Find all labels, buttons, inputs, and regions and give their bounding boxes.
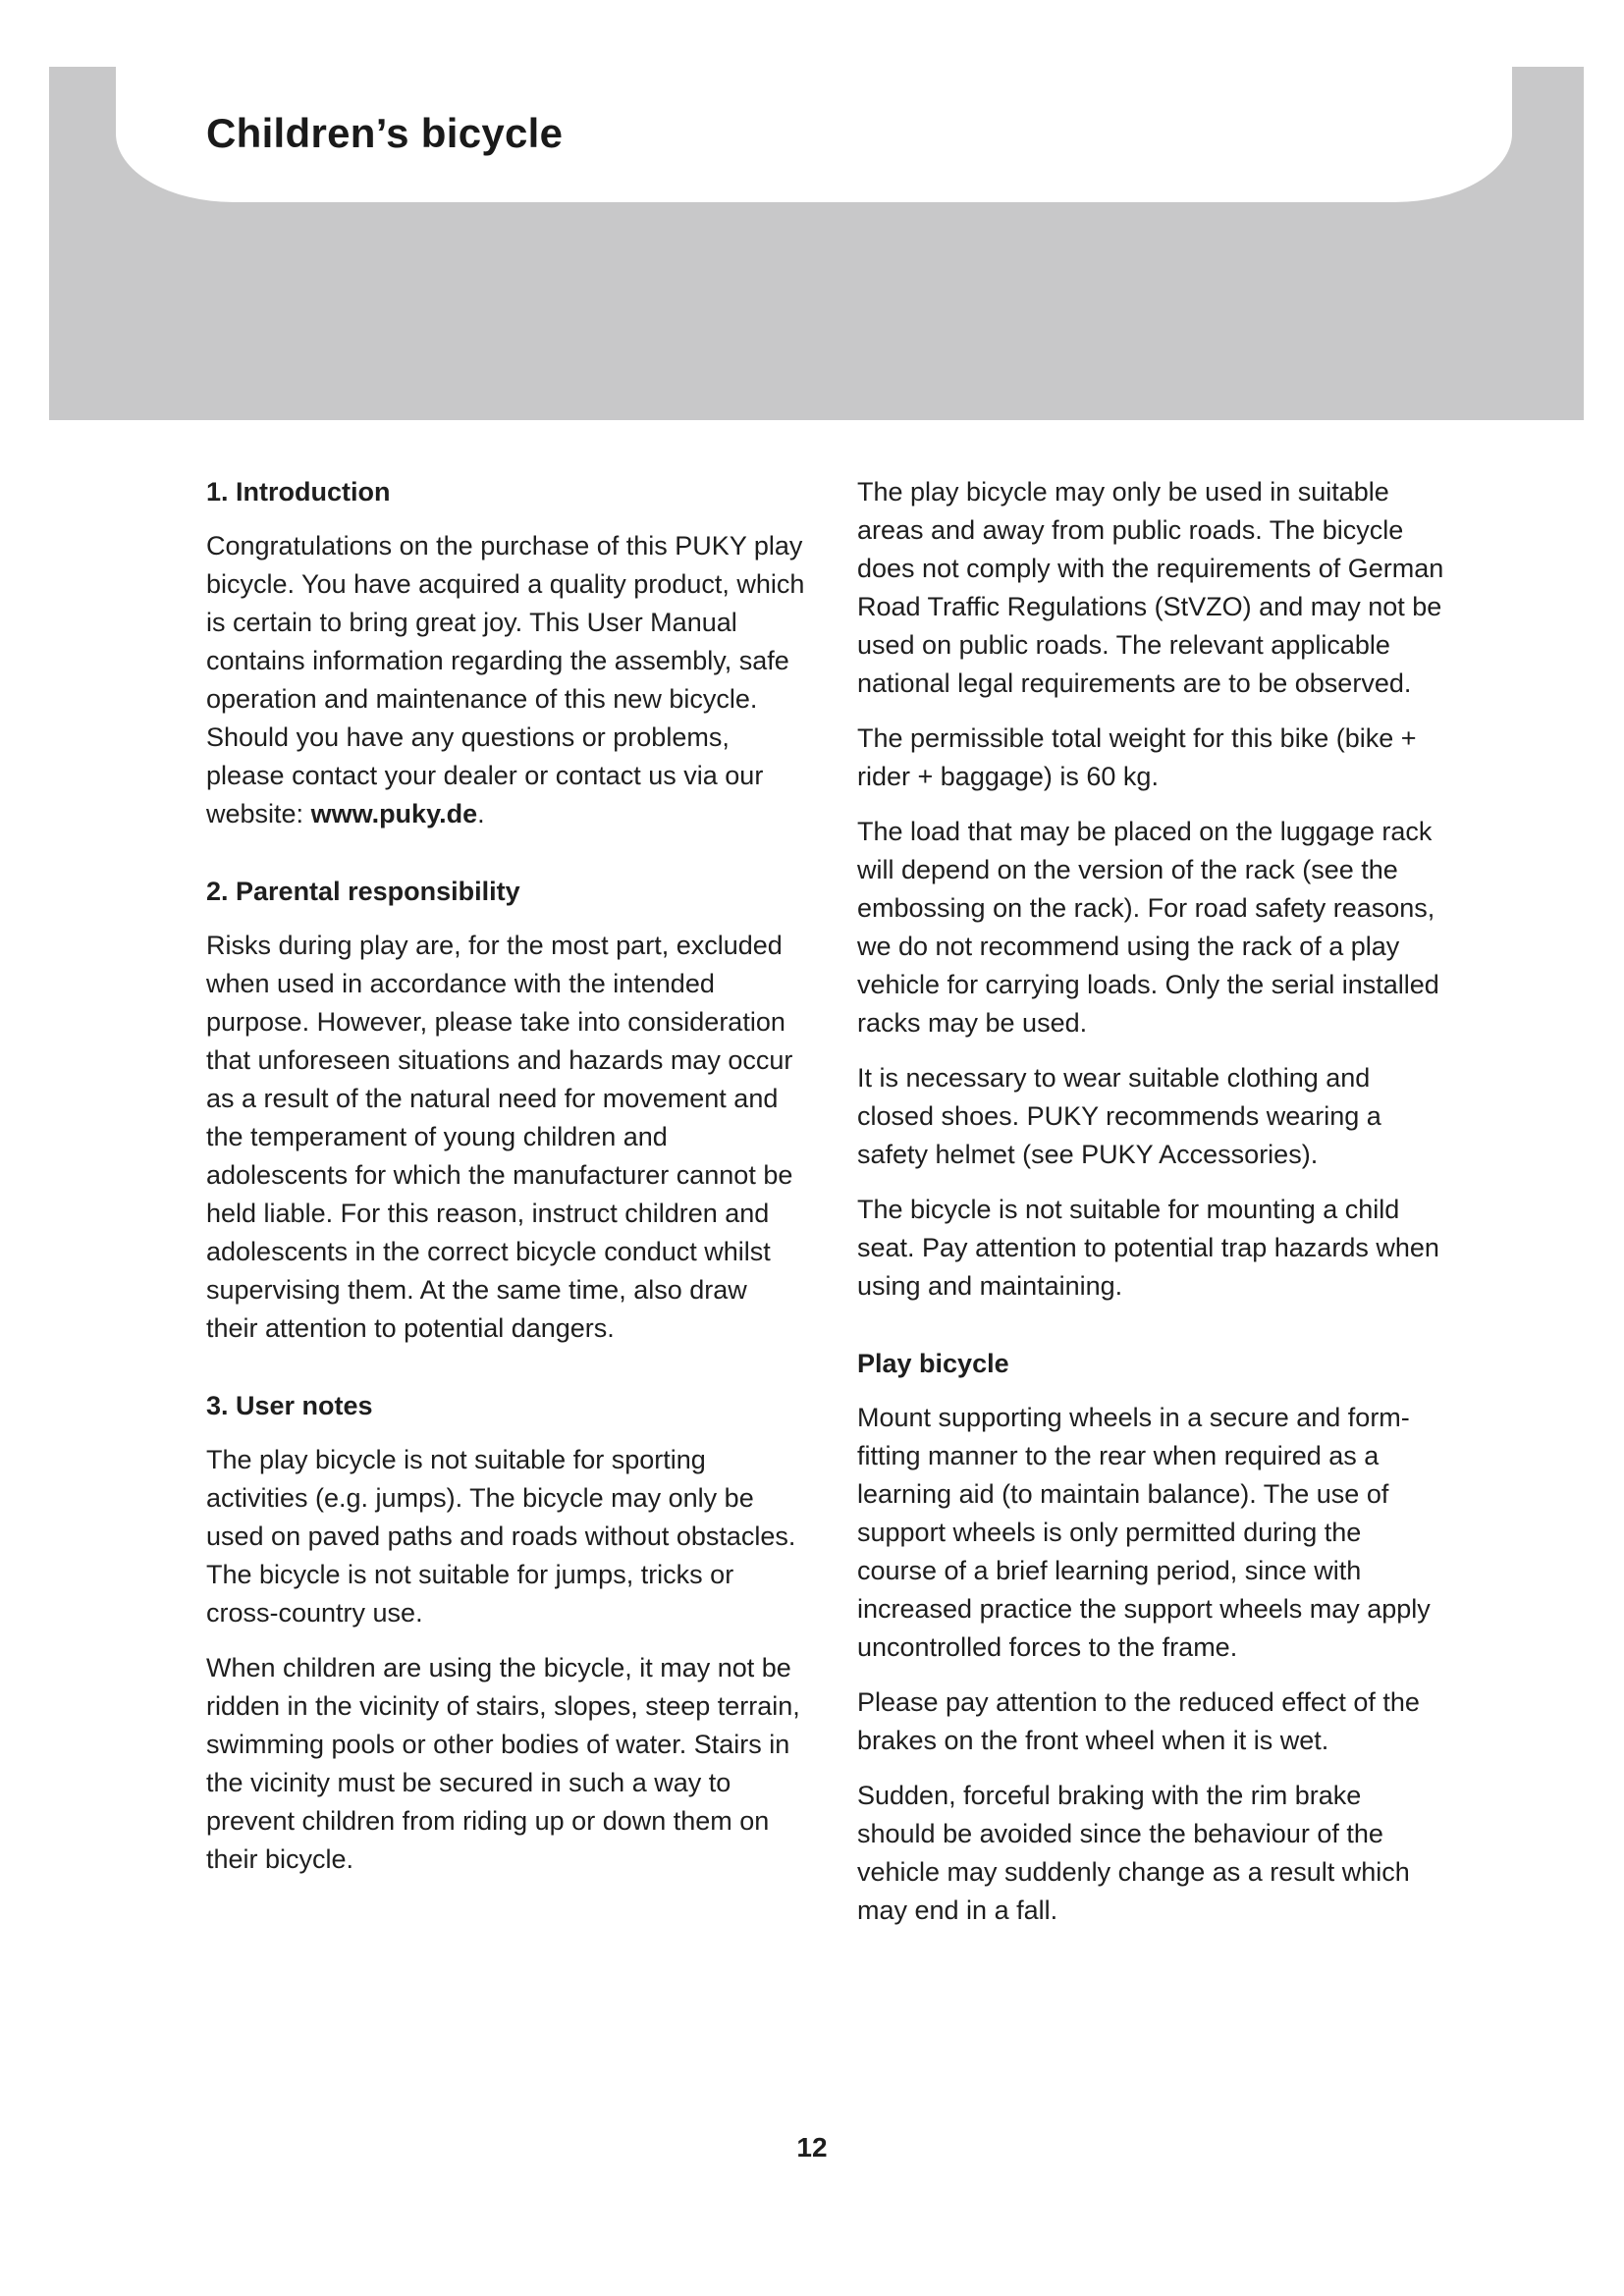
user-notes-heading: 3. User notes bbox=[206, 1391, 373, 1420]
left-column bbox=[206, 473, 805, 1896]
usage-paragraph: It is necessary to wear suitable clothing and closed shoes. PUKY recommends wearing a safety helmet (see PUKY Accessories). bbox=[857, 1063, 1381, 1169]
play-bicycle-section bbox=[857, 1345, 1446, 1930]
page-number: 12 bbox=[796, 2132, 828, 2163]
introduction-text: Congratulations on the purchase of this PUKY play bicycle. You have acquired a quality product, which is certain to bring great joy. This User Manual contains information regarding the assembly, safe operation and maintenance of this new bicycle. Should you have any questions or problems, please contact your dealer or contact us via our website: bbox=[206, 531, 805, 828]
usage-paragraph: The permissible total weight for this bike (bike + rider + baggage) is 60 kg. bbox=[857, 723, 1417, 791]
play-bicycle-heading: Play bicycle bbox=[857, 1349, 1009, 1378]
parental-paragraph: Risks during play are, for the most part, excluded when used in accordance with the intended purpose. However, please take into consideration that unforeseen situations and hazards may occur as a result of the natural need for movement and the temperament of young children and adolescents for which the manufacturer cannot be held liable. For this reason, instruct children and adolescents in the correct bicycle conduct whilst supervising them. At the same time, also draw their attention to potential dangers. bbox=[206, 931, 793, 1343]
introduction-paragraph bbox=[206, 527, 805, 833]
play-bicycle-paragraph: Please pay attention to the reduced effect of the brakes on the front wheel when it is wet. bbox=[857, 1687, 1420, 1755]
usage-paragraph: The bicycle is not suitable for mounting a child seat. Pay attention to potential trap hazards when using and maintaining. bbox=[857, 1195, 1439, 1301]
introduction-text-end: . bbox=[477, 799, 485, 828]
user-notes-paragraph: When children are using the bicycle, it may not be ridden in the vicinity of stairs, slopes, steep terrain, swimming pools or other bodies of water. Stairs in the vicinity must be secured in such a way to prevent children from riding up or down them on their bicycle. bbox=[206, 1653, 800, 1874]
introduction-section bbox=[206, 473, 805, 833]
play-bicycle-paragraph: Mount supporting wheels in a secure and form-fitting manner to the rear when required as a learning aid (to maintain balance). The use of support wheels is only permitted during the course of a brief learning period, since with increased practice the support wheels may apply uncontrolled forces to the frame. bbox=[857, 1403, 1431, 1662]
introduction-heading: 1. Introduction bbox=[206, 477, 391, 507]
play-bicycle-paragraph: Sudden, forceful braking with the rim brake should be avoided since the behaviour of the vehicle may suddenly change as a result which may end in a fall. bbox=[857, 1781, 1410, 1925]
usage-paragraph: The play bicycle may only be used in suitable areas and away from public roads. The bicycle does not comply with the requirements of German Road Traffic Regulations (StVZO) and may not be used on public roads. The relevant applicable national legal requirements are to be observed. bbox=[857, 477, 1444, 698]
page-title: Children’s bicycle bbox=[206, 110, 564, 156]
website-link[interactable]: www.puky.de bbox=[310, 799, 478, 828]
usage-section bbox=[857, 473, 1446, 1306]
user-notes-section bbox=[206, 1387, 805, 1879]
user-notes-paragraph: The play bicycle is not suitable for sporting activities (e.g. jumps). The bicycle may only be used on paved paths and roads without obstacles. The bicycle is not suitable for jumps, tricks or cross-country use. bbox=[206, 1445, 796, 1628]
parental-heading: 2. Parental responsibility bbox=[206, 877, 520, 906]
parental-section bbox=[206, 873, 805, 1348]
usage-paragraph: The load that may be placed on the luggage rack will depend on the version of the rack (see the embossing on the rack). For road safety reasons, we do not recommend using the rack of a play vehicle for carrying loads. Only the serial installed racks may be used. bbox=[857, 817, 1439, 1038]
right-column bbox=[857, 473, 1446, 1947]
